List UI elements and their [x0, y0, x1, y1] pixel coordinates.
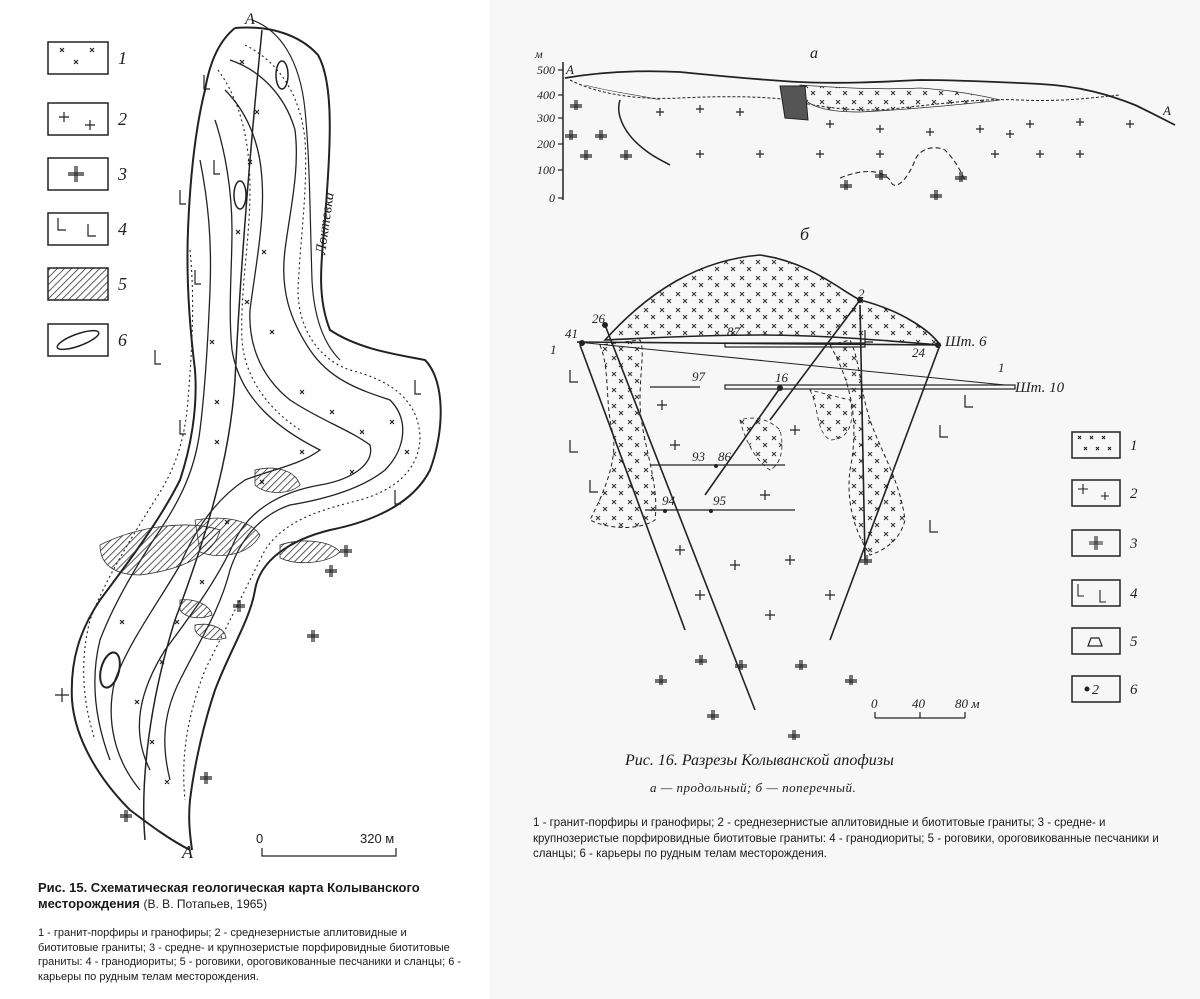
borehole-2: 2 — [858, 286, 865, 301]
a-tick-500: 500 — [537, 63, 555, 77]
a-tick-200: 200 — [537, 137, 555, 151]
section-b-label: б — [800, 224, 810, 244]
figure-15-title: Рис. 15. Схематическая геологическая карта Колыванского месторождения — [38, 880, 420, 911]
b-scale-0: 0 — [871, 696, 878, 711]
map-legend-number-6: 6 — [118, 330, 127, 350]
section-a-label: а — [810, 45, 818, 62]
map-legend-number-2: 2 — [118, 109, 127, 129]
legend-16-number-3: 3 — [1130, 536, 1138, 552]
shaft-6-label: Шт. 6 — [945, 334, 987, 350]
a-right-end: А — [1163, 103, 1171, 118]
section-line-top-label: А — [245, 11, 255, 28]
borehole-86: 86 — [718, 449, 731, 464]
a-tick-100: 100 — [537, 163, 555, 177]
figure-16-legend-text: 1 - гранит-порфиры и гранофиры; 2 - среднезернистые аплитовидные и биотитовые граниты; 3 - средне- и крупнозеристые порфировидные биотитовые граниты: 4 - гранодиориты; 5 - роговики, ороговикованные песчаники и сланцы; 6 - карьеры по рудным телам месторождения. — [533, 817, 1159, 860]
section-line-bottom-label: А — [182, 842, 193, 862]
scale-start-label: 0 — [256, 831, 264, 846]
map-scale-bar — [256, 831, 396, 856]
figure-15-legend-text: 1 - гранит-порфиры и гранофиры; 2 - среднезернистые аплитовидные и биотитовые граниты; 3 - средне- и крупнозеристые порфировидные биотитовые граниты: 4 - гранодиориты; 5 - роговики, ороговикованные песчаники и сланцы; 6 - карьеры по рудным телам месторождения. — [38, 927, 462, 983]
a-tick-0: 0 — [549, 191, 555, 205]
scale-end-label: 320 м — [360, 831, 395, 846]
borehole-94: 94 — [662, 493, 675, 508]
section-a — [534, 45, 1175, 205]
a-left-end: А — [566, 62, 574, 77]
section-a-axis-unit: м — [535, 47, 543, 61]
figure-16-subcaption: а — продольный; б — поперечный. — [650, 780, 857, 795]
map-legend-number-3: 3 — [118, 164, 127, 184]
line-label-left: 1 — [550, 342, 557, 357]
borehole-41: 41 — [565, 326, 578, 341]
legend-16-item6-symbol: 2 — [1092, 683, 1099, 698]
borehole-97: 97 — [692, 369, 705, 384]
line-label-right: 1 — [998, 360, 1005, 375]
b-scale-40: 40 — [912, 696, 925, 711]
map-legend-number-1: 1 — [118, 48, 127, 68]
legend-16-number-5: 5 — [1130, 634, 1138, 650]
map-hornfels-patches — [100, 468, 340, 639]
map-legend-number-4: 4 — [118, 219, 127, 239]
borehole-93: 93 — [692, 449, 705, 464]
section-b — [550, 224, 1065, 740]
section-legend-16 — [1072, 432, 1138, 702]
figure-15-author: (В. В. Потапьев, 1965) — [143, 897, 268, 911]
geologic-map-15 — [72, 20, 441, 850]
legend-16-number-6: 6 — [1130, 682, 1138, 698]
map-legend-15 — [48, 42, 127, 356]
section-b-scale — [871, 696, 980, 718]
a-tick-400: 400 — [537, 88, 555, 102]
shaft-10-label: Шт. 10 — [1015, 380, 1065, 396]
figure-15-caption — [38, 880, 478, 912]
borehole-26: 26 — [592, 311, 605, 326]
legend-16-number-4: 4 — [1130, 586, 1138, 602]
borehole-87: 87 — [727, 324, 740, 339]
map-legend-number-5: 5 — [118, 274, 127, 294]
b-scale-80: 80 м — [955, 696, 980, 711]
figure-16-caption: Рис. 16. Разрезы Колыванской апофизы — [625, 752, 894, 769]
legend-16-number-2: 2 — [1130, 486, 1138, 502]
a-tick-300: 300 — [537, 111, 555, 125]
borehole-95: 95 — [713, 493, 726, 508]
legend-16-number-1: 1 — [1130, 438, 1138, 454]
river-label: Локтевка — [313, 191, 338, 256]
map-symbols — [55, 60, 421, 822]
borehole-24: 24 — [912, 345, 925, 360]
borehole-16: 16 — [775, 370, 788, 385]
